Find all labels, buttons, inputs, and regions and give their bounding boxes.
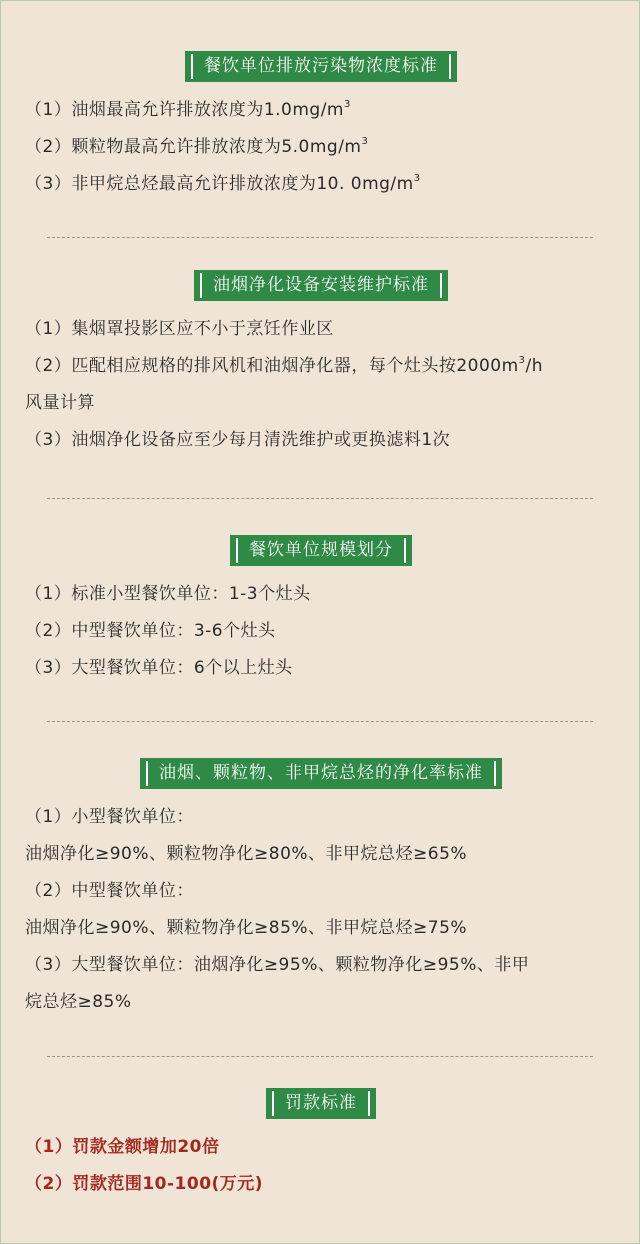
section-emission-standard	[1, 51, 640, 203]
standard-line: （1）油烟最高允许排放浓度为$1.0mg/m^3$	[25, 99, 351, 120]
standard-line: 油烟净化≥90%、颗粒物净化≥85%、非甲烷总烃≥75%	[25, 918, 468, 938]
section-purification-rate	[1, 758, 640, 1021]
standard-line: （3）油烟净化设备应至少每月清洗维护或更换滤料1次	[25, 430, 451, 450]
standard-line: （2）中型餐饮单位：3-6个灶头	[25, 621, 276, 641]
penalty-line: （1）罚款金额增加20倍	[25, 1137, 220, 1157]
standard-line: 烷总烃≥85%	[25, 992, 132, 1012]
standard-line: （3）大型餐饮单位：6个以上灶头	[25, 658, 293, 678]
standard-line: （2）中型餐饮单位：	[25, 881, 194, 901]
standard-line: （2）颗粒物最高允许排放浓度为$5.0mg/m^3$	[25, 136, 369, 157]
standard-line: 油烟净化≥90%、颗粒物净化≥80%、非甲烷总烃≥65%	[25, 844, 468, 864]
standard-line: 风量计算	[25, 393, 95, 413]
section-title: 餐饮单位规模划分	[230, 535, 412, 566]
penalty-line: （2）罚款范围10-100(万元)	[25, 1174, 264, 1194]
standard-line: （1）集烟罩投影区应不小于烹饪作业区	[25, 319, 334, 339]
section-title: 油烟、颗粒物、非甲烷总烃的净化率标准	[140, 758, 502, 789]
section-equipment-standard	[1, 270, 640, 459]
section-title: 油烟净化设备安装维护标准	[194, 270, 448, 301]
section-divider	[47, 721, 593, 722]
standard-line: （3）大型餐饮单位：油烟净化≥95%、颗粒物净化≥95%、非甲	[25, 955, 530, 975]
section-body	[1, 311, 640, 459]
section-divider	[47, 498, 593, 499]
standard-line: （2）匹配相应规格的排风机和油烟净化器，每个灶头按$2000m^3/h$	[25, 355, 544, 376]
section-title: 餐饮单位排放污染物浓度标准	[185, 51, 457, 82]
standard-line: （3）非甲烷总烃最高允许排放浓度为10. $0mg/m^3$	[25, 173, 421, 194]
section-body	[1, 92, 640, 203]
section-divider	[47, 1056, 593, 1057]
section-body	[1, 576, 640, 687]
section-body	[1, 1129, 640, 1203]
section-penalty	[1, 1088, 640, 1203]
section-scale-division	[1, 535, 640, 687]
section-divider	[47, 237, 593, 238]
section-title: 罚款标准	[266, 1088, 376, 1119]
standard-line: （1）小型餐饮单位：	[25, 807, 194, 827]
standard-line: （1）标准小型餐饮单位：1-3个灶头	[25, 584, 311, 604]
section-body	[1, 799, 640, 1021]
